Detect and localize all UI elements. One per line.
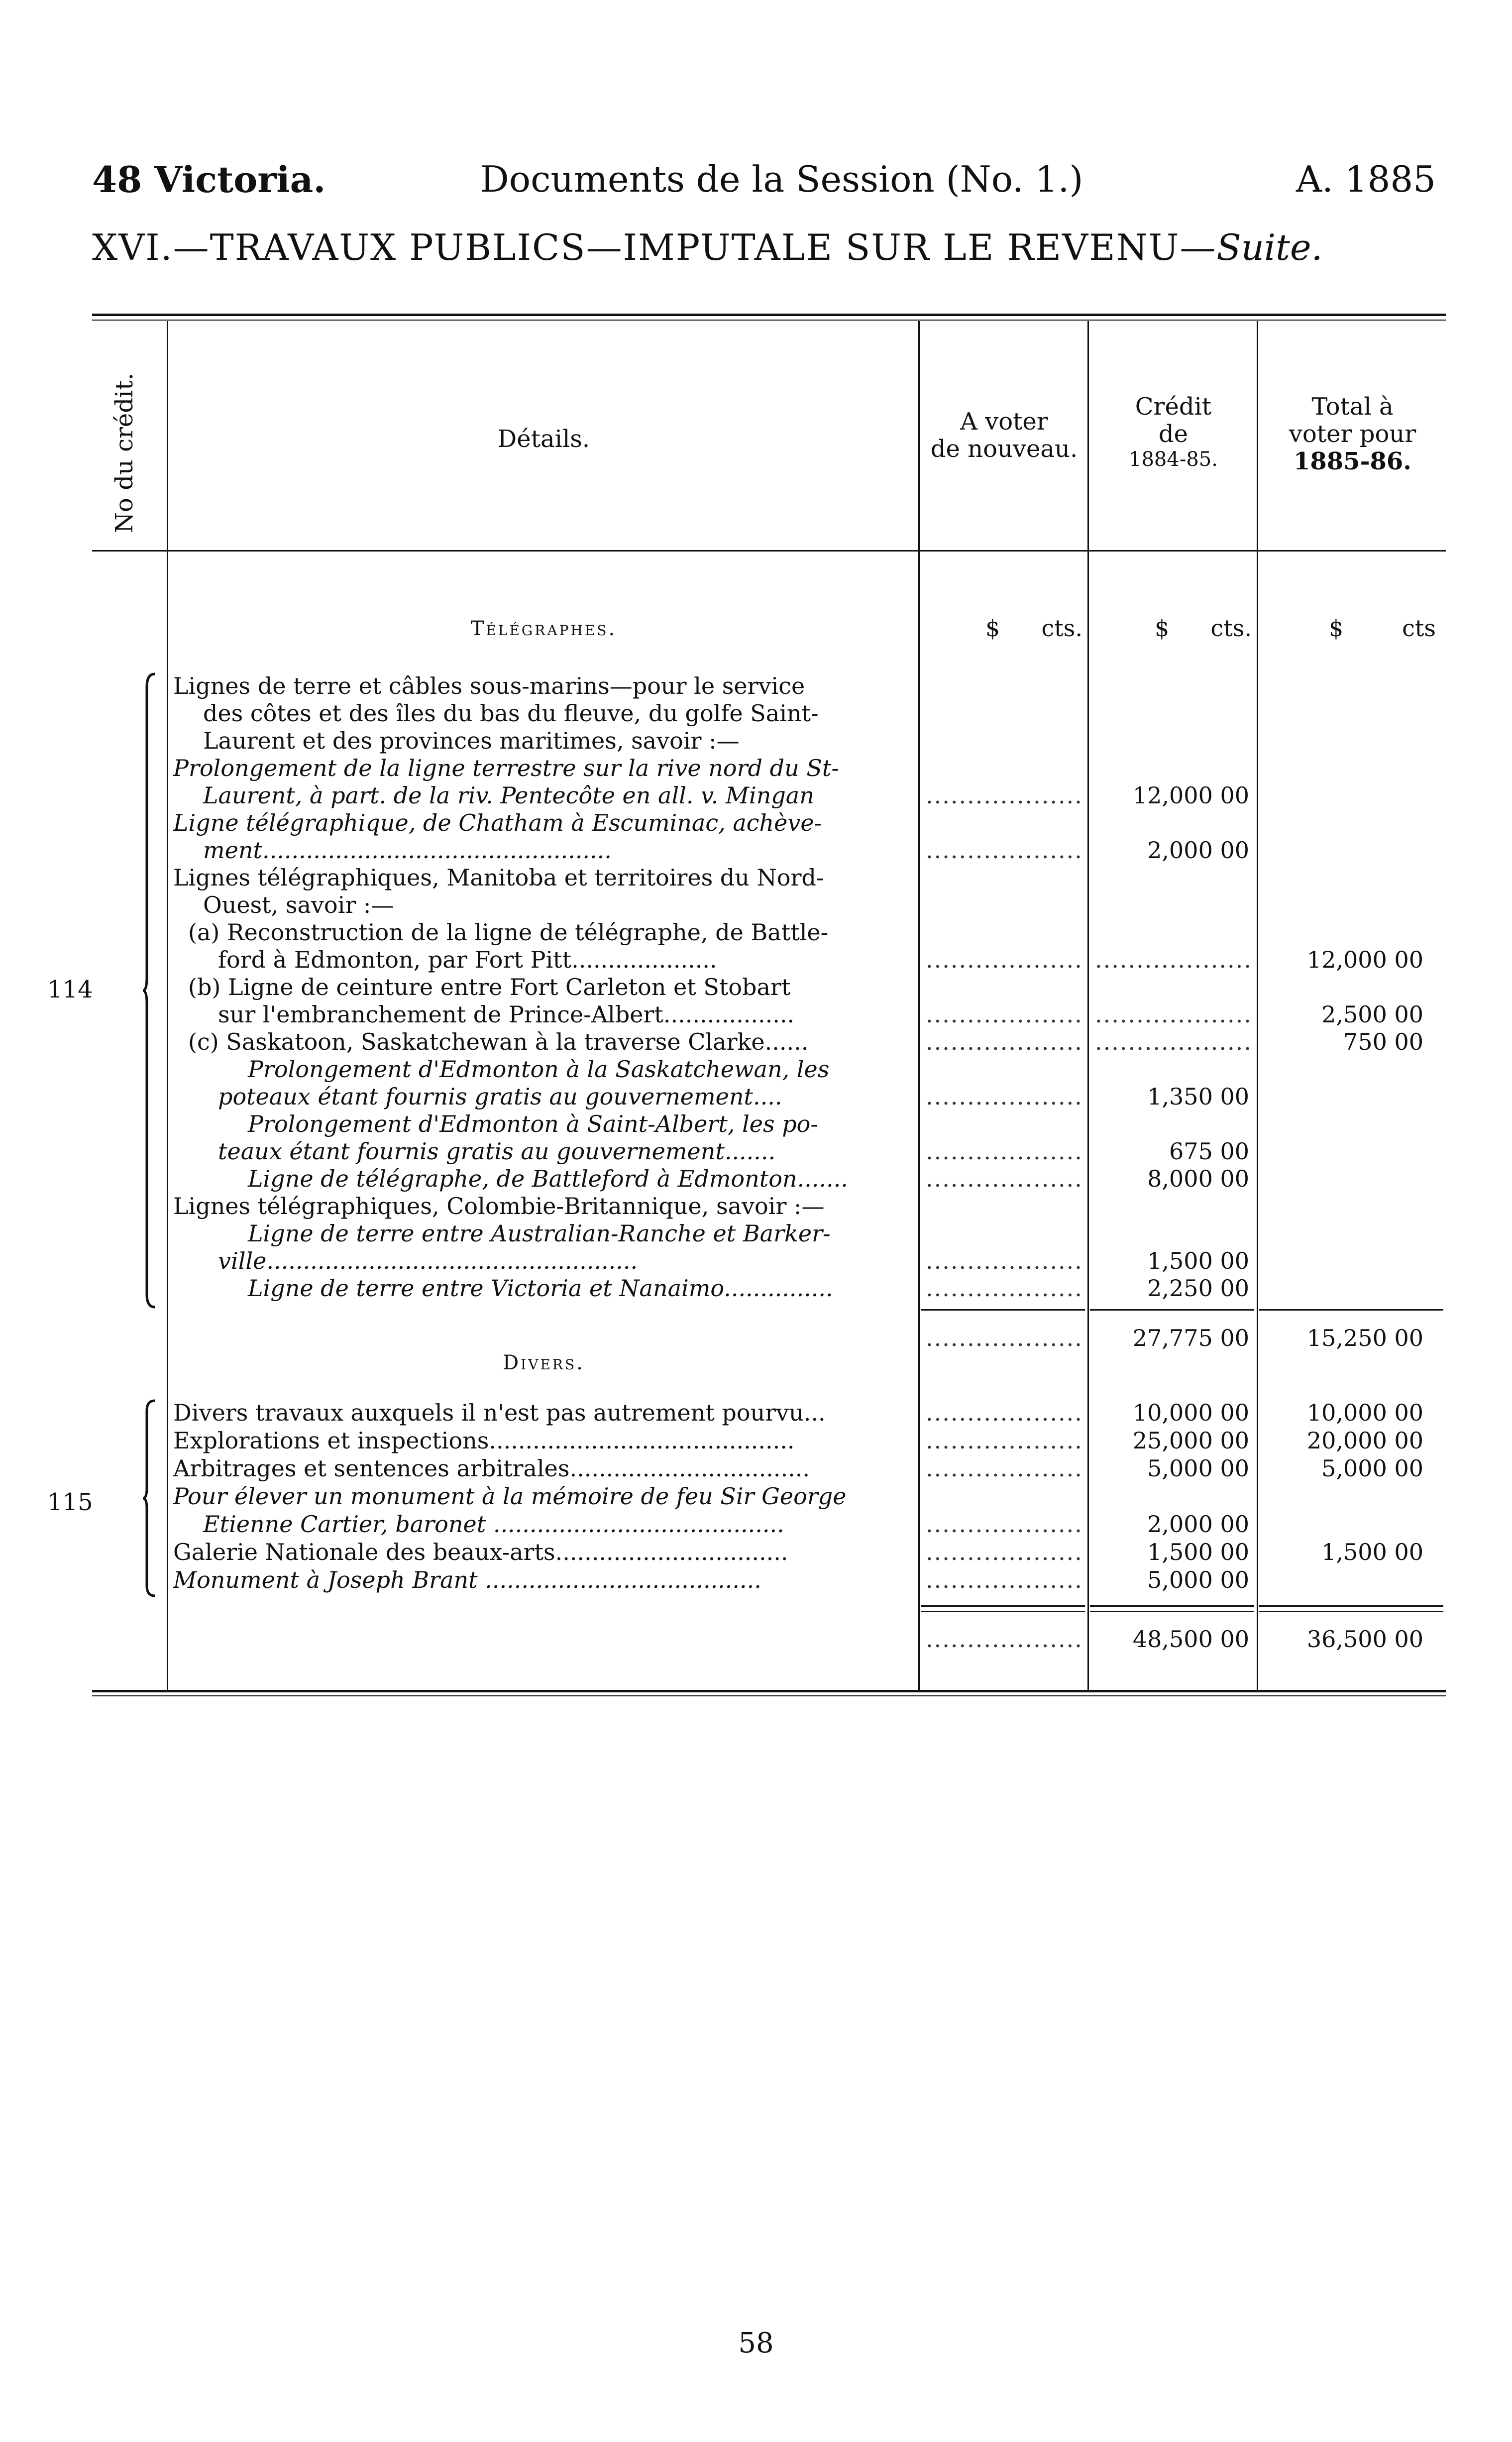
row-total: 2,500 00 xyxy=(1321,1001,1423,1028)
row-revote: ................... xyxy=(926,782,1083,809)
total-rule-revote xyxy=(921,1605,1085,1607)
row-credit: ................... xyxy=(1095,946,1252,973)
row-revote: ................... xyxy=(926,837,1083,864)
row-credit: 25,000 00 xyxy=(1132,1427,1249,1454)
table-row xyxy=(0,699,1512,727)
row-credit: ................... xyxy=(1095,1001,1252,1028)
table-row xyxy=(0,891,1512,919)
row-revote: ................... xyxy=(926,1427,1083,1454)
row-credit: 2,000 00 xyxy=(1147,837,1249,864)
col-header-total: Total à voter pour 1885-86. xyxy=(1289,393,1416,476)
row-credit: 2,000 00 xyxy=(1147,1511,1249,1538)
total-rule-credit-2 xyxy=(1090,1611,1254,1612)
row-credit: 10,000 00 xyxy=(1132,1399,1249,1426)
row-credit: 12,000 00 xyxy=(1132,782,1249,809)
total-rule-total xyxy=(1259,1605,1443,1607)
section-telegraphes: Télégraphes. xyxy=(470,617,617,640)
row-description: Prolongement de la ligne terrestre sur la rive nord du St- xyxy=(173,755,839,781)
table-row xyxy=(0,1454,1512,1482)
row-description: Lignes télégraphiques, Manitoba et territoires du Nord- xyxy=(173,864,824,891)
subtotal-rule-revote xyxy=(921,1309,1085,1311)
table-row xyxy=(0,1482,1512,1510)
row-revote: ................... xyxy=(926,1539,1083,1565)
credit-number-115: 115 xyxy=(47,1488,93,1516)
page-number: 58 xyxy=(738,2327,774,2359)
row-description: Ligne de terre entre Australian-Ranche et Barker- xyxy=(248,1220,831,1247)
row-revote: ................... xyxy=(926,1028,1083,1055)
top-rule-thin xyxy=(92,320,1446,321)
row-description: ford à Edmonton, par Fort Pitt.................... xyxy=(218,946,717,973)
row-revote: ................... xyxy=(926,1511,1083,1538)
row-description: (b) Ligne de ceinture entre Fort Carleton et Stobart xyxy=(188,974,791,1000)
bottom-rule-thick xyxy=(92,1690,1446,1692)
table-row xyxy=(0,1028,1512,1056)
table-row xyxy=(0,1247,1512,1275)
row-description: ville................................................... xyxy=(218,1247,638,1274)
row-credit: 1,350 00 xyxy=(1147,1083,1249,1110)
row-revote: ................... xyxy=(926,946,1083,973)
table-row xyxy=(0,1165,1512,1193)
subtotal-rule-total xyxy=(1259,1309,1443,1311)
table-row xyxy=(0,918,1512,946)
table-row xyxy=(0,1566,1512,1594)
row-total: 12,000 00 xyxy=(1306,946,1423,973)
header-center: Documents de la Session (No. 1.) xyxy=(480,158,1083,200)
header-left: 48 Victoria. xyxy=(92,158,326,201)
row-description: Prolongement d'Edmonton à Saint-Albert, les po- xyxy=(248,1110,818,1137)
row-revote: ................... xyxy=(926,1083,1083,1110)
row-description: teaux étant fournis gratis au gouvernement....... xyxy=(218,1138,776,1165)
row-total: 750 00 xyxy=(1343,1028,1423,1055)
row-total: 5,000 00 xyxy=(1321,1455,1423,1482)
table-row xyxy=(0,864,1512,891)
table-title xyxy=(92,226,1322,268)
table-row xyxy=(0,973,1512,1001)
col-header-credit: Crédit de 1884-85. xyxy=(1129,393,1218,471)
row-description: ment................................................ xyxy=(203,837,612,864)
row-description: Galerie Nationale des beaux-arts................................ xyxy=(173,1539,788,1565)
row-description: Arbitrages et sentences arbitrales................................. xyxy=(173,1455,810,1482)
row-credit: ................... xyxy=(1095,1028,1252,1055)
table-row xyxy=(0,1427,1512,1454)
table-row xyxy=(0,1510,1512,1538)
subtotal-rule-credit xyxy=(1090,1309,1254,1311)
row-description: (a) Reconstruction de la ligne de télégraphe, de Battle- xyxy=(188,919,829,946)
table-title-main: XVI.—TRAVAUX PUBLICS—IMPUTALE SUR LE REVENU— xyxy=(92,226,1217,268)
total-rule-credit xyxy=(1090,1605,1254,1607)
row-revote: ................... xyxy=(926,1247,1083,1274)
table-row xyxy=(0,1399,1512,1427)
table-row xyxy=(0,1110,1512,1138)
row-description: des côtes et des îles du bas du fleuve, du golfe Saint- xyxy=(203,700,819,727)
row-description: sur l'embranchement de Prince-Albert.................. xyxy=(218,1001,795,1028)
row-total: 1,500 00 xyxy=(1321,1539,1423,1565)
table-row xyxy=(0,1000,1512,1028)
row-revote: ................... xyxy=(926,1399,1083,1426)
row-description: (c) Saskatoon, Saskatchewan à la traverse Clarke...... xyxy=(188,1028,809,1055)
section-divers: Divers. xyxy=(503,1351,585,1374)
table-row xyxy=(0,1055,1512,1083)
running-header xyxy=(92,158,1436,201)
table-row xyxy=(0,727,1512,755)
row-description: Explorations et inspections.......................................... xyxy=(173,1427,795,1454)
table-row xyxy=(0,1538,1512,1566)
row-description: Ligne de terre entre Victoria et Nanaimo............... xyxy=(248,1275,833,1302)
row-total: 10,000 00 xyxy=(1306,1399,1423,1426)
row-description: Laurent, à part. de la riv. Pentecôte en all. v. Mingan xyxy=(203,782,814,809)
row-description: Monument à Joseph Brant ...................................... xyxy=(173,1566,761,1593)
row-total: 20,000 00 xyxy=(1306,1427,1423,1454)
row-description: Ligne de télégraphe, de Battleford à Edmonton....... xyxy=(248,1165,848,1192)
table-row xyxy=(0,1083,1512,1110)
table-row xyxy=(0,1137,1512,1165)
total-rule-revote-2 xyxy=(921,1611,1085,1612)
table-row xyxy=(0,946,1512,974)
row-description: poteaux étant fournis gratis au gouvernement.... xyxy=(218,1083,782,1110)
row-credit: 5,000 00 xyxy=(1147,1455,1249,1482)
top-rule-thick xyxy=(92,314,1446,316)
row-description: Ouest, savoir :— xyxy=(203,891,394,918)
row-credit: 2,250 00 xyxy=(1147,1275,1249,1302)
credit-number-114: 114 xyxy=(47,976,93,1003)
row-credit: 1,500 00 xyxy=(1147,1247,1249,1274)
row-revote: ................... xyxy=(926,1165,1083,1192)
row-description: Pour élever un monument à la mémoire de feu Sir George xyxy=(173,1483,847,1510)
row-revote: ................... xyxy=(926,1138,1083,1165)
row-description: Etienne Cartier, baronet ........................................ xyxy=(203,1511,784,1538)
col-header-details: Détails. xyxy=(497,425,590,453)
row-description: Lignes télégraphiques, Colombie-Britannique, savoir :— xyxy=(173,1193,825,1220)
row-credit: 5,000 00 xyxy=(1147,1566,1249,1593)
table-title-suffix: Suite. xyxy=(1216,226,1323,268)
col-header-revote: A voter de nouveau. xyxy=(930,408,1078,463)
row-revote: ................... xyxy=(926,1455,1083,1482)
header-rule xyxy=(92,550,1446,552)
row-credit: 1,500 00 xyxy=(1147,1539,1249,1565)
total-rule-total-2 xyxy=(1259,1611,1443,1612)
row-description: Prolongement d'Edmonton à la Saskatchewan, les xyxy=(248,1056,830,1083)
total-row: ................... 48,500 00 36,500 00 xyxy=(926,1626,1423,1653)
table-row xyxy=(0,1220,1512,1247)
table-row xyxy=(0,754,1512,782)
row-description: Laurent et des provinces maritimes, savoir :— xyxy=(203,727,740,754)
table-row xyxy=(0,836,1512,864)
row-revote: ................... xyxy=(926,1275,1083,1302)
subtotal-row: ................... 27,775 00 15,250 00 xyxy=(926,1325,1423,1351)
table-row xyxy=(0,672,1512,700)
col-header-credit-number: No du crédit. xyxy=(110,373,138,533)
row-revote: ................... xyxy=(926,1566,1083,1593)
row-description: Ligne télégraphique, de Chatham à Escuminac, achève- xyxy=(173,809,822,836)
bottom-rule-thin xyxy=(92,1695,1446,1696)
row-revote: ................... xyxy=(926,1001,1083,1028)
header-right: A. 1885 xyxy=(1296,158,1436,200)
row-description: Lignes de terre et câbles sous-marins—pour le service xyxy=(173,672,805,699)
table-row xyxy=(0,781,1512,809)
row-credit: 8,000 00 xyxy=(1147,1165,1249,1192)
table-row xyxy=(0,1274,1512,1302)
table-row xyxy=(0,1192,1512,1220)
table-row xyxy=(0,809,1512,837)
row-description: Divers travaux auxquels il n'est pas autrement pourvu... xyxy=(173,1399,826,1426)
row-credit: 675 00 xyxy=(1169,1138,1249,1165)
